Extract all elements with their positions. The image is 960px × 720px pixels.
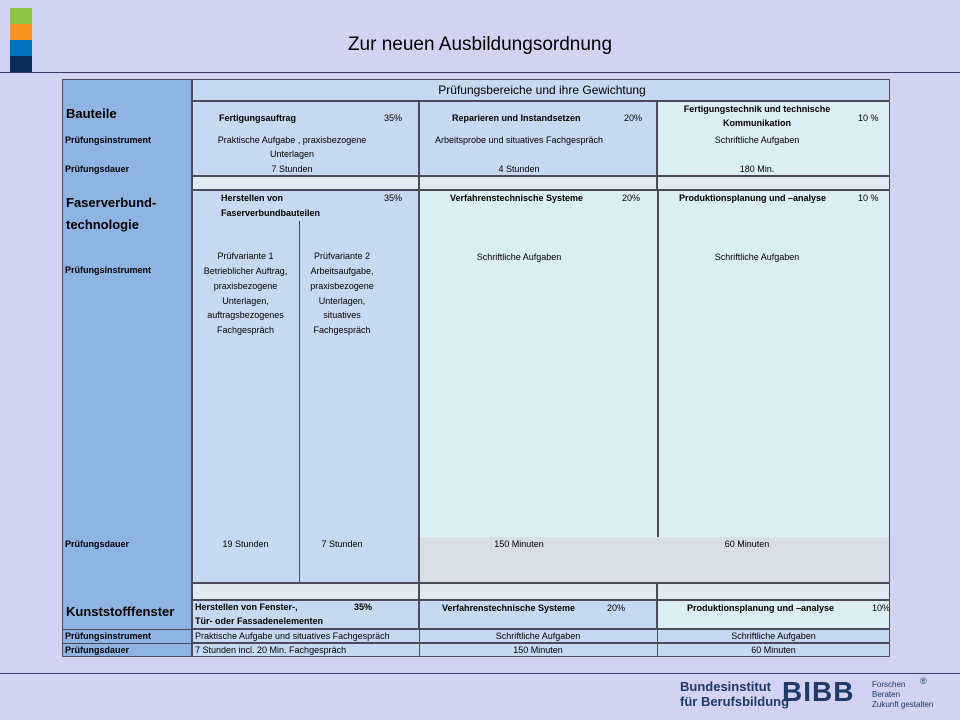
s1-area3-weight: 10 %: [858, 113, 879, 123]
s2-variant1-line2: Betrieblicher Auftrag,: [203, 266, 288, 276]
s3-duration1: 7 Stunden incl. 20 Min. Fachgespräch: [195, 645, 347, 655]
s1-instrument1-b: Unterlagen: [269, 149, 315, 159]
spacer1-col3: [657, 176, 890, 190]
s3-area1-weight: 35%: [354, 602, 373, 612]
s2-variant1-line4: Unterlagen,: [222, 296, 269, 306]
s2-duration1: 19 Stunden: [222, 539, 269, 549]
s2-duration4: 60 Minuten: [724, 539, 770, 549]
s3-name: Kunststofffenster: [66, 604, 175, 619]
s2-variant2-line5: situatives: [323, 310, 361, 320]
s1-area3-title2: Kommunikation: [722, 118, 791, 128]
s2-instrument2: Schriftliche Aufgaben: [476, 252, 562, 262]
s2-area1-title1: Herstellen von: [221, 193, 284, 203]
s1-area1-title: Fertigungsauftrag: [219, 113, 297, 123]
s2-variant1-line6: Fachgespräch: [216, 325, 275, 335]
brand-square-green: [10, 8, 32, 24]
institute-name: [680, 679, 789, 709]
s1-duration3: 180 Min.: [739, 164, 775, 174]
s2-name-line1: Faserverbund-: [66, 195, 157, 210]
s2-area2-weight: 20%: [622, 193, 641, 203]
s3-duration3: 60 Minuten: [751, 645, 796, 655]
slide-title: Zur neuen Ausbildungsordnung: [347, 34, 613, 55]
s3-instrument1: Praktische Aufgabe und situatives Fachgespräch: [195, 631, 390, 641]
s3-area2-title: Verfahrenstechnische Systeme: [442, 603, 576, 613]
s3-instrument3: Schriftliche Aufgaben: [731, 631, 816, 641]
s2-area3-weight: 10 %: [858, 193, 879, 203]
s1-instrument1-a: Praktische Aufgabe , praxisbezogene: [217, 135, 367, 145]
s2-variant2-line3: praxisbezogene: [310, 281, 374, 291]
s2-variant2-line2: Arbeitsaufgabe,: [310, 266, 374, 276]
s3-area3-weight: 10%: [872, 603, 891, 613]
spacer1-col1: [192, 176, 419, 190]
s2-area1-title2: Faserverbundbauteilen: [221, 208, 321, 218]
s1-duration-label: Prüfungsdauer: [65, 164, 130, 174]
s3-duration-label: Prüfungsdauer: [65, 645, 130, 655]
s3-instrument2: Schriftliche Aufgaben: [495, 631, 581, 641]
bibb-logo: BIBB: [782, 676, 855, 707]
institute-line2: für Berufsbildung: [680, 694, 790, 709]
s2-variant2-line4: Unterlagen,: [318, 296, 366, 306]
s2-variant1-line5: auftragsbezogenes: [207, 310, 284, 320]
s2-variant1-line3: praxisbezogene: [213, 281, 278, 291]
s1-instrument3: Schriftliche Aufgaben: [714, 135, 800, 145]
institute-line1: Bundesinstitut: [680, 679, 771, 694]
s3-area1-title1: Herstellen von Fenster-,: [195, 602, 298, 612]
s2-instrument-label: Prüfungsinstrument: [65, 265, 152, 275]
s2-duration3: 150 Minuten: [494, 539, 544, 549]
exam-table: [62, 79, 890, 657]
s3-area1-title2: Tür- oder Fassadenelementen: [195, 616, 324, 626]
tagline-line3: Zukunft gestalten: [872, 700, 934, 709]
s3-instrument-label: Prüfungsinstrument: [65, 631, 152, 641]
footer-divider: [0, 673, 960, 674]
s2-area2-title: Verfahrenstechnische Systeme: [450, 193, 584, 203]
s2-area1-weight: 35%: [384, 193, 403, 203]
s1-area2-title: Reparieren und Instandsetzen: [452, 113, 581, 123]
s3-area2-weight: 20%: [607, 603, 626, 613]
title-divider: [0, 72, 960, 73]
table-header-text: Prüfungsbereiche und ihre Gewichtung: [438, 83, 646, 97]
s2-variant1-line1: Prüfvariante 1: [217, 251, 274, 261]
s1-area3-title1: Fertigungstechnik und technische: [683, 104, 831, 114]
s2-duration-label: Prüfungsdauer: [65, 539, 130, 549]
s2-col-divider: [657, 190, 659, 537]
s1-name: Bauteile: [66, 106, 117, 121]
spacer2-col1: [192, 583, 419, 600]
brand-square-navy: [10, 56, 32, 72]
spacer2-col3: [657, 583, 890, 600]
spacer1-col2: [419, 176, 657, 190]
tagline-line1: Forschen: [872, 680, 906, 689]
s1-area1-weight: 35%: [384, 113, 403, 123]
spacer2-col2: [419, 583, 657, 600]
s2-variant2-line1: Prüfvariante 2: [313, 251, 371, 261]
registered-mark: ®: [920, 676, 927, 686]
s2-duration2: 7 Stunden: [321, 539, 363, 549]
s2-instrument3: Schriftliche Aufgaben: [714, 252, 800, 262]
s1-duration2: 4 Stunden: [498, 164, 540, 174]
s3-duration2: 150 Minuten: [513, 645, 563, 655]
s1-area2-weight: 20%: [624, 113, 643, 123]
s3-area3-title: Produktionsplanung und –analyse: [687, 603, 835, 613]
s1-duration1: 7 Stunden: [271, 164, 313, 174]
s2-col23: [419, 190, 890, 537]
tagline-line2: Beraten: [872, 690, 901, 699]
s1-instrument-label: Prüfungsinstrument: [65, 135, 152, 145]
s2-variant2-line6: Fachgespräch: [313, 325, 371, 335]
s2-name-line2: technologie: [66, 217, 139, 232]
s2-col1: [192, 190, 419, 583]
s2-area3-title: Produktionsplanung und –analyse: [679, 193, 827, 203]
table-header: [192, 79, 890, 101]
s1-instrument2: Arbeitsprobe und situatives Fachgespräch: [434, 135, 604, 145]
